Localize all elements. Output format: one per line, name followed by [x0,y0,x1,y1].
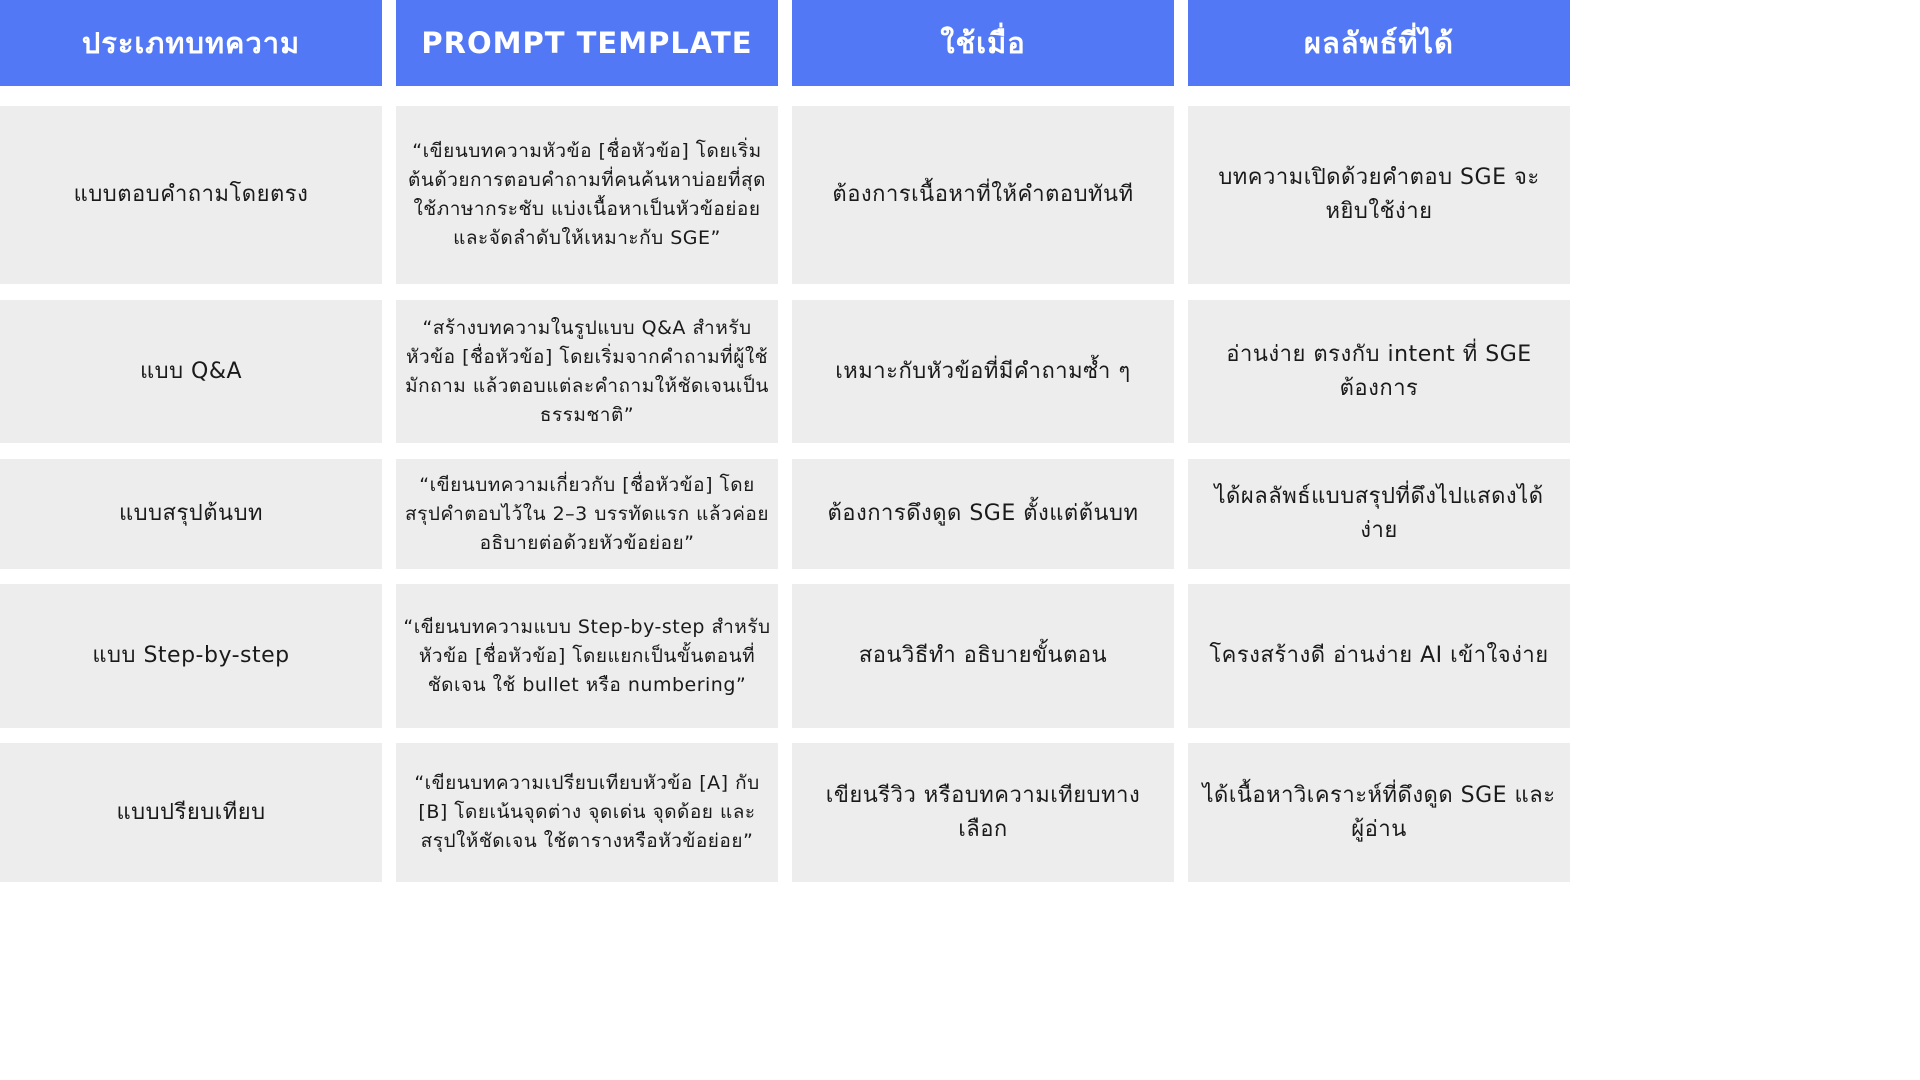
header-result: ผลลัพธ์ที่ได้ [1188,0,1570,86]
cell-use-when: ต้องการดึงดูด SGE ตั้งแต่ต้นบท [792,459,1174,569]
cell-article-type: แบบสรุปต้นบท [0,459,382,569]
header-use-when: ใช้เมื่อ [792,0,1174,86]
cell-article-type: แบบ Q&A [0,300,382,443]
cell-article-type: แบบตอบคำถามโดยตรง [0,106,382,284]
cell-article-type: แบบปรียบเทียบ [0,743,382,882]
cell-prompt: “เขียนบทความเปรียบเทียบหัวข้อ [A] กับ [B] โดยเน้นจุดต่าง จุดเด่น จุดด้อย และสรุปให้ชัดเจน ใช้ตารางหรือหัวข้อย่อย” [396,743,778,882]
table-header [0,0,1568,86]
header-article-type: ประเภทบทความ [0,0,382,86]
cell-result: บทความเปิดด้วยคำตอบ SGE จะหยิบใช้ง่าย [1188,106,1570,284]
cell-use-when: สอนวิธีทำ อธิบายขั้นตอน [792,584,1174,728]
cell-use-when: เหมาะกับหัวข้อที่มีคำถามซ้ำ ๆ [792,300,1174,443]
cell-use-when: ต้องการเนื้อหาที่ให้คำตอบทันที [792,106,1174,284]
cell-prompt: “เขียนบทความหัวข้อ [ชื่อหัวข้อ] โดยเริ่มต้นด้วยการตอบคำถามที่คนค้นหาบ่อยที่สุด ใช้ภาษากระชับ แบ่งเนื้อหาเป็นหัวข้อย่อย และจัดลำดับให้เหมาะกับ SGE” [396,106,778,284]
cell-result: โครงสร้างดี อ่านง่าย AI เข้าใจง่าย [1188,584,1570,728]
cell-prompt: “เขียนบทความเกี่ยวกับ [ชื่อหัวข้อ] โดยสรุปคำตอบไว้ใน 2–3 บรรทัดแรก แล้วค่อยอธิบายต่อด้วยหัวข้อย่อย” [396,459,778,569]
table-row [0,459,1568,569]
cell-article-type: แบบ Step-by-step [0,584,382,728]
cell-use-when: เขียนรีวิว หรือบทความเทียบทางเลือก [792,743,1174,882]
cell-result: อ่านง่าย ตรงกับ intent ที่ SGE ต้องการ [1188,300,1570,443]
cell-result: ได้ผลลัพธ์แบบสรุปที่ดึงไปแสดงได้ง่าย [1188,459,1570,569]
table-row [0,300,1568,443]
table-row [0,743,1568,882]
cell-prompt: “เขียนบทความแบบ Step-by-step สำหรับหัวข้อ [ชื่อหัวข้อ] โดยแยกเป็นขั้นตอนที่ชัดเจน ใช้ bullet หรือ numbering” [396,584,778,728]
cell-prompt: “สร้างบทความในรูปแบบ Q&A สำหรับหัวข้อ [ชื่อหัวข้อ] โดยเริ่มจากคำถามที่ผู้ใช้มักถาม แล้วตอบแต่ละคำถามให้ชัดเจนเป็นธรรมชาติ” [396,300,778,443]
header-prompt-template: PROMPT TEMPLATE [396,0,778,86]
table-row [0,106,1568,284]
cell-result: ได้เนื้อหาวิเคราะห์ที่ดึงดูด SGE และผู้อ่าน [1188,743,1570,882]
table-row [0,584,1568,728]
